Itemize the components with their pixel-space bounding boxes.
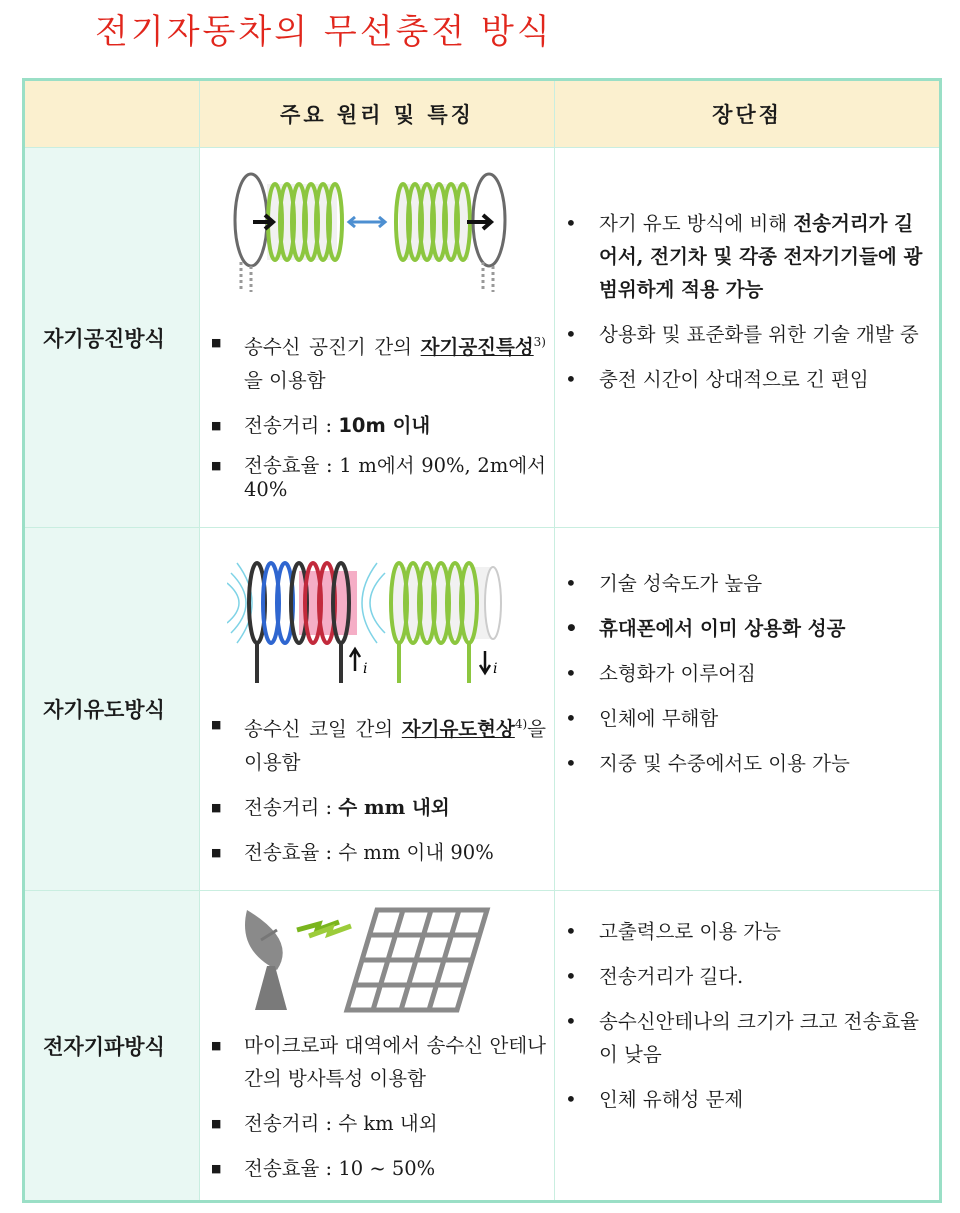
key-term: 자기유도현상	[401, 717, 515, 741]
current-label: i	[363, 661, 368, 677]
proscons-list	[555, 915, 939, 1128]
list-item: • 자기 유도 방식에 비해 전송거리가 길어서, 전기차 및 각종 전자기기들에 광범위하게 적용 가능	[555, 207, 929, 306]
list-item: ■ 송수신 공진기 간의 자기공진특성$^{3)}$을 이용함	[200, 326, 546, 397]
principle-cell	[200, 891, 555, 1202]
list-item: • 전송거리가 길다.	[555, 960, 929, 993]
table-row	[24, 528, 941, 891]
list-item: ■ 전송거리 : 수 km 내외	[200, 1107, 546, 1140]
list-item: • 인체 유해성 문제	[555, 1083, 929, 1116]
list-item: • 기술 성숙도가 높음	[555, 567, 929, 600]
list-item: ■ 전송거리 : 10m 이내	[200, 409, 546, 442]
resonance-coils-illustration	[227, 162, 527, 312]
list-item: • 지중 및 수중에서도 이용 가능	[555, 747, 929, 780]
list-item: ■ 전송효율 : 1 m에서 90%, 2m에서 40%	[200, 454, 546, 502]
footnote-ref: 4)	[514, 717, 528, 731]
proscons-cell	[555, 148, 941, 528]
method-name: 자기공진방식	[43, 326, 165, 351]
proscons-list	[555, 207, 939, 408]
list-item: • 고출력으로 이용 가능	[555, 915, 929, 948]
list-item: • 소형화가 이루어짐	[555, 657, 929, 690]
header-principle: 주요 원리 및 특징	[200, 80, 555, 148]
header-empty-cell	[24, 80, 200, 148]
method-name: 전자기파방식	[43, 1034, 165, 1059]
principle-list	[200, 708, 554, 869]
list-item: ■ 송수신 코일 간의 자기유도현상$^{4)}$을 이용함	[200, 708, 546, 779]
header-proscons: 장단점	[555, 80, 941, 148]
method-cell	[24, 528, 200, 891]
key-term: 자기공진특성	[420, 335, 534, 359]
current-label: i	[493, 661, 498, 677]
comparison-table	[22, 78, 942, 1203]
list-item: • 충전 시간이 상대적으로 긴 편임	[555, 363, 929, 396]
induction-figure	[200, 528, 554, 708]
list-item: ■ 전송효율 : 10 ~ 50%	[200, 1152, 546, 1185]
principle-cell	[200, 148, 555, 528]
list-item: ■ 마이크로파 대역에서 송수신 안테나 간의 방사특성 이용함	[200, 1029, 546, 1095]
principle-cell	[200, 528, 555, 891]
proscons-list	[555, 567, 939, 792]
proscons-cell	[555, 891, 941, 1202]
method-name: 자기유도방식	[43, 698, 165, 722]
document-title: 전기자동차의 무선충전 방식	[95, 12, 553, 52]
method-cell	[24, 148, 200, 528]
list-item: ■ 전송거리 : 수 mm 내외	[200, 791, 546, 824]
microwave-figure	[200, 891, 554, 1029]
principle-list	[200, 326, 554, 502]
footnote-ref: 3)	[533, 335, 546, 349]
resonance-figure	[200, 148, 554, 326]
list-item: • 인체에 무해함	[555, 702, 929, 735]
table-row	[24, 891, 941, 1202]
proscons-cell	[555, 528, 941, 891]
principle-list	[200, 1029, 554, 1185]
table-row	[24, 148, 941, 528]
list-item: • 송수신안테나의 크기가 크고 전송효율이 낮음	[555, 1005, 929, 1071]
induction-coils-illustration	[227, 543, 527, 693]
list-item: ■ 전송효율 : 수 mm 이내 90%	[200, 836, 546, 869]
list-item: • 상용화 및 표준화를 위한 기술 개발 중	[555, 318, 929, 351]
method-cell	[24, 891, 200, 1202]
antenna-panel-illustration	[227, 900, 527, 1020]
list-item: • 휴대폰에서 이미 상용화 성공	[555, 612, 929, 645]
